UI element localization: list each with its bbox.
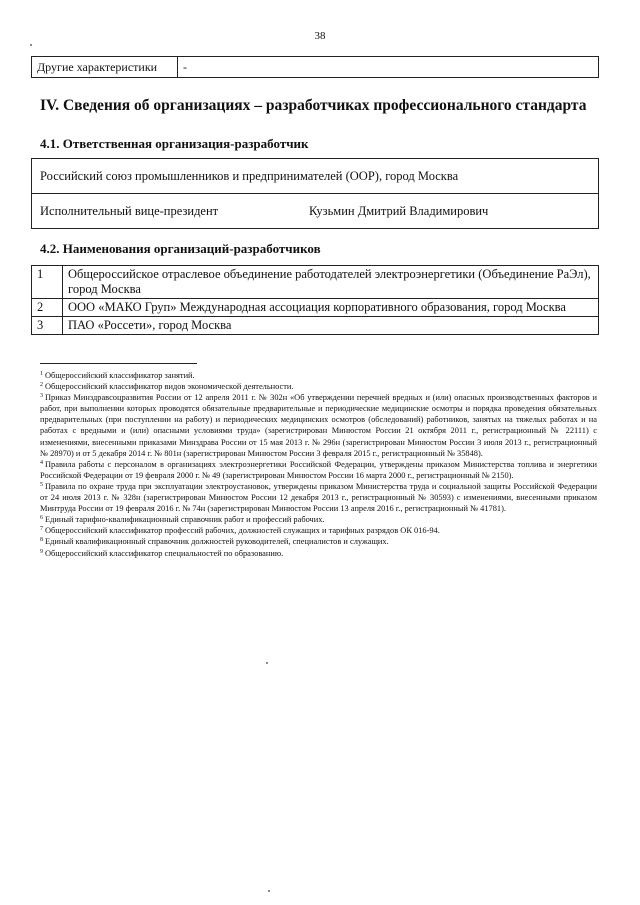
responsible-org-table	[31, 158, 599, 229]
row-number: 2	[32, 299, 63, 317]
org-name: ООО «МАКО Груп» Международная ассоциация корпоративного образования, город Москва	[63, 299, 599, 317]
footnote-mark: 5	[40, 481, 43, 488]
responsible-org-name: Российский союз промышленников и предпринимателей (ООР), город Москва	[32, 159, 599, 194]
footnote	[40, 514, 597, 525]
other-characteristics-value: -	[178, 57, 599, 78]
table-row	[32, 57, 599, 78]
footnote	[40, 548, 597, 559]
footnote-mark: 3	[40, 393, 43, 400]
footnotes	[40, 370, 597, 559]
row-number: 3	[32, 317, 63, 335]
footnote-text: Общероссийский классификатор видов экономической деятельности.	[45, 382, 294, 392]
scan-speck	[30, 44, 32, 46]
other-characteristics-label: Другие характеристики	[32, 57, 178, 78]
org-name: Общероссийское отраслевое объединение работодателей электроэнергетики (Объединение РаЭл), город Москва	[63, 266, 599, 299]
section-title: IV. Сведения об организациях – разработчиках профессионального стандарта	[40, 97, 587, 114]
responsible-org-heading: 4.1. Ответственная организация-разработчик	[40, 136, 309, 151]
table-row	[32, 266, 599, 299]
signatory-line	[40, 204, 590, 219]
footnote	[40, 459, 597, 481]
footnote	[40, 370, 597, 381]
table-row	[32, 317, 599, 335]
footnote-text: Общероссийский классификатор специальностей по образованию.	[45, 548, 284, 558]
footnote-text: Единый квалификационный справочник должностей руководителей, специалистов и служащих.	[45, 537, 389, 547]
footnote-text: Приказ Минздравсоцразвития России от 12 апреля 2011 г. № 302н «Об утверждении перечней вредных и (или) опасных производственных факторов и работ, при выполнении которых проводятся обязательные предварительные и периодические медицинские осмотры и порядка проведения обязательных предварительных (при поступлении на работу) и периодических медицинских осмотров (обследований) работников, занятых на тяжелых работах и на работах с вредными и (или) опасными условиями труда» (зарегистрирован Минюстом России 21 октября 2011 г., регистрационный № 22111) с изменениями, внесенными приказами Минздрава России от 15 мая 2013 г. № 296н (зарегистрирован Минюстом России 3 июля 2013 г., регистрационный № 28970) и от 5 декабря 2014 г. № 801н (зарегистрирован Минюстом России 3 февраля 2015 г., регистрационный № 35848).	[40, 393, 597, 458]
footnote	[40, 536, 597, 547]
footnote	[40, 525, 597, 536]
developer-orgs-table	[31, 265, 599, 335]
org-name: ПАО «Россети», город Москва	[63, 317, 599, 335]
page-number: 38	[314, 30, 326, 42]
developer-orgs-heading: 4.2. Наименования организаций-разработчиков	[40, 241, 321, 256]
row-number: 1	[32, 266, 63, 299]
table-row	[32, 159, 599, 194]
footnote	[40, 392, 597, 459]
footnote-text: Правила по охране труда при эксплуатации электроустановок, утверждены приказом Министерства труда и социальной защиты Российской Федерации от 24 июля 2013 г. № 328н (зарегистрирован Минюстом России 12 декабря 2013 г., регистрационный № 30593) с изменениями, внесенными приказом Минтруда России от 19 февраля 2016 г. № 74н (зарегистрирован Минюстом России 13 апреля 2016 г., регистрационный № 41781).	[40, 481, 597, 514]
footnote	[40, 481, 597, 514]
footnote-mark: 4	[40, 459, 43, 466]
responsible-signatory	[32, 194, 599, 229]
footnote	[40, 381, 597, 392]
footnote-mark: 7	[40, 526, 43, 533]
table-row	[32, 299, 599, 317]
footnote-text: Правила работы с персоналом в организациях электроэнергетики Российской Федерации, утверждены приказом Министерства топлива и энергетики Российской Федерации от 19 февраля 2000 г. № 49 (зарегистрирован Минюстом России 16 марта 2000 г., регистрационный № 2150).	[40, 459, 597, 480]
footnote-mark: 2	[40, 382, 43, 389]
signatory-name: Кузьмин Дмитрий Владимирович	[309, 203, 489, 218]
footnote-mark: 1	[40, 371, 43, 377]
footnote-text: Общероссийский классификатор профессий рабочих, должностей служащих и тарифных разрядов ОК 016-94.	[45, 526, 440, 536]
scan-speck	[266, 662, 268, 664]
footnote-mark: 8	[40, 537, 43, 544]
footnote-mark: 6	[40, 515, 43, 522]
footnote-text: Общероссийский классификатор занятий.	[45, 371, 195, 380]
other-characteristics-table	[31, 56, 599, 78]
footnote-separator	[40, 363, 197, 364]
footnote-text: Единый тарифно-квалификационный справочник работ и профессий рабочих.	[45, 515, 325, 525]
signatory-position: Исполнительный вице-президент	[40, 203, 219, 218]
scan-speck	[268, 890, 270, 892]
table-row	[32, 194, 599, 229]
footnote-mark: 9	[40, 548, 43, 555]
